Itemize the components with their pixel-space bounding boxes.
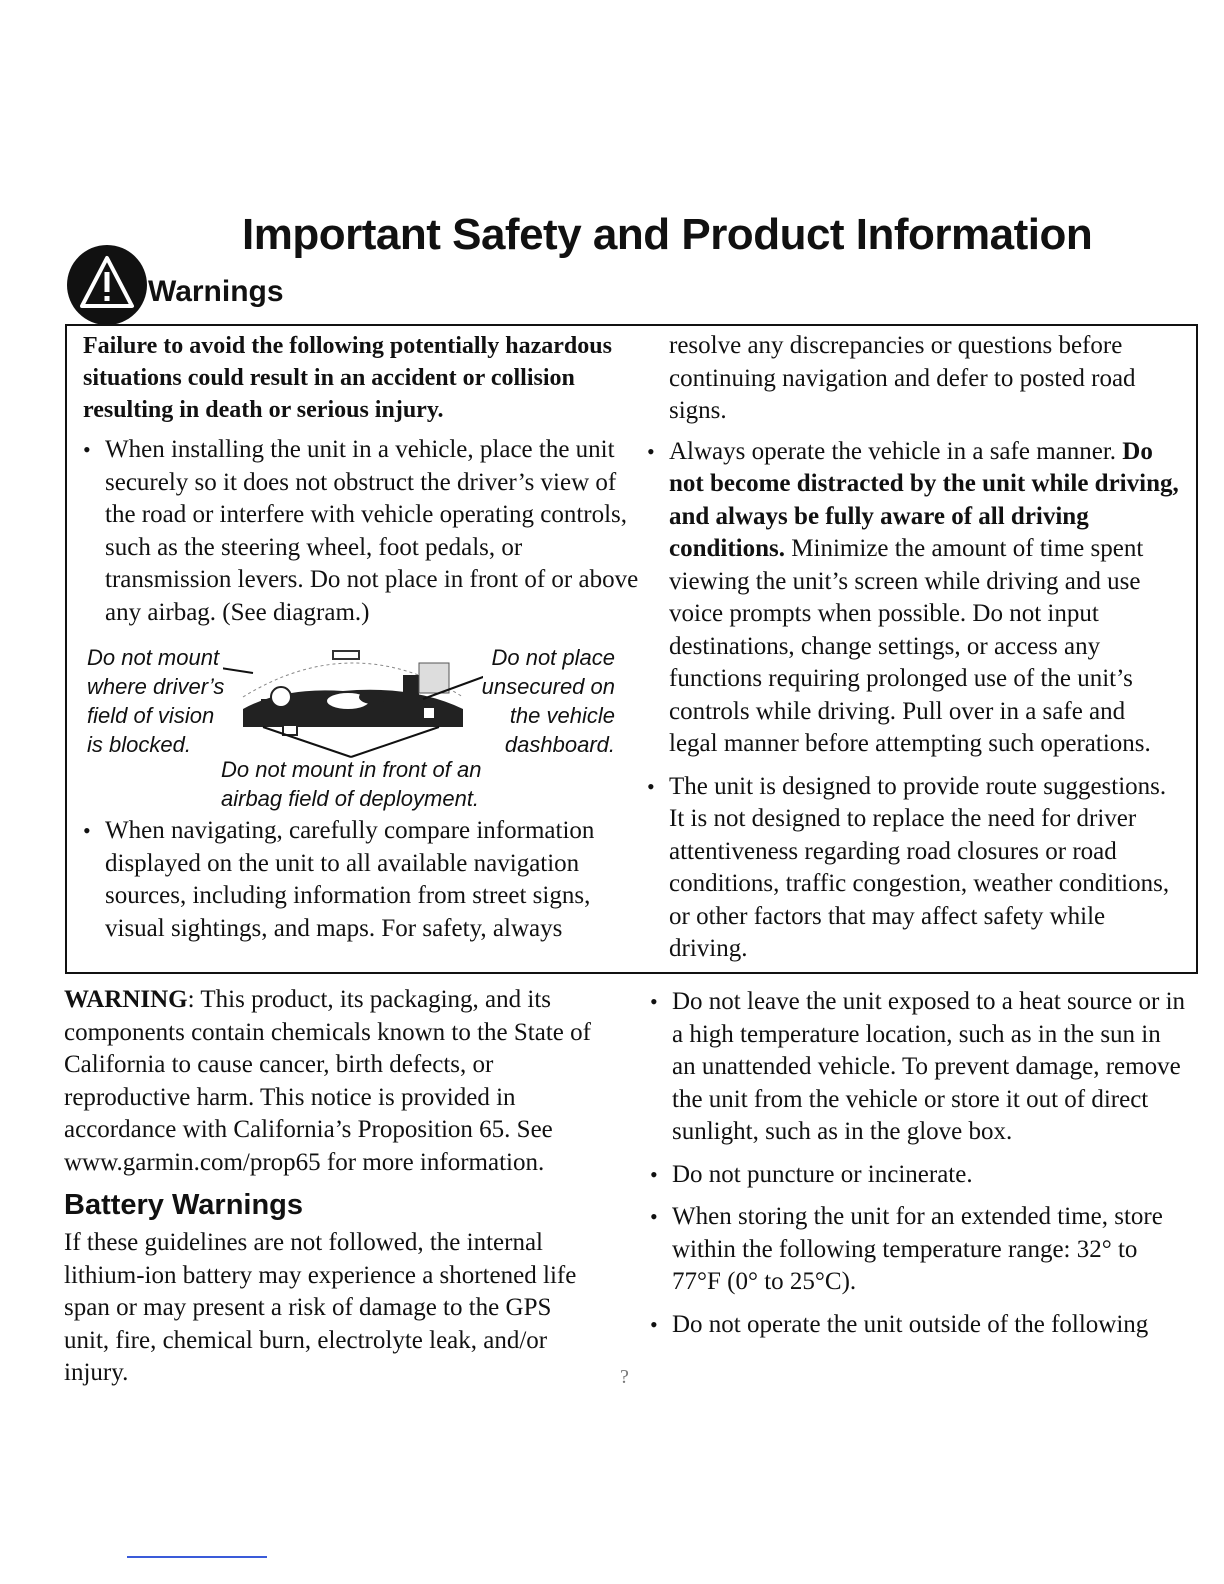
bullet-intro: Always operate the vehicle in a safe manner.: [669, 437, 1117, 465]
airbag-diagram: [83, 639, 628, 809]
list-item: • Do not operate the unit outside of the following: [650, 1309, 1190, 1342]
list-item: • When storing the unit for an extended time, store within the following temperature range: 32° to 77°F (0° to 25°C).: [650, 1201, 1190, 1299]
warning-continuation: resolve any discrepancies or questions before continuing navigation and defer to posted road signs.: [669, 332, 1136, 424]
warning-left-column: [83, 330, 643, 955]
warning-right-list: [647, 436, 1179, 966]
warning-lead: Failure to avoid the following potentially hazardous situations could result in an accident or collision resulting in death or serious injury.: [83, 333, 612, 423]
lower-right-column: [650, 986, 1190, 1351]
battery-bullets: [650, 986, 1190, 1341]
warning-left-list: [83, 434, 643, 629]
battery-warnings-text: If these guidelines are not followed, the internal lithium-ion battery may experience a shortened life span or may present a risk of damage to the GPS unit, fire, chemical burn, electrolyte leak, and/or injury.: [64, 1229, 577, 1386]
warning-left-list-2: [83, 815, 643, 945]
bottom-rule: [127, 1556, 267, 1558]
battery-warnings-heading: Battery Warnings: [64, 1189, 304, 1221]
warning-right-column: [647, 330, 1179, 976]
list-item: • When installing the unit in a vehicle, place the unit securely so it does not obstruct the driver’s view of the road or interfere with vehicle operating controls, such as the steering wheel, foot pedals, or transmission levers. Do not place in front of or above any airbag. (See diagram.): [83, 434, 643, 629]
list-item: • When navigating, carefully compare information displayed on the unit to all available navigation sources, including information from street signs, visual sightings, and maps. For safety, always: [83, 815, 643, 945]
page-number: ?: [620, 1366, 629, 1388]
list-item: • Do not leave the unit exposed to a heat source or in a high temperature location, such as in the sun in an unattended vehicle. To prevent damage, remove the unit from the vehicle or store it out of direct sunlight, such as in the glove box.: [650, 986, 1190, 1149]
prop65-text: : This product, its packaging, and its components contain chemicals known to the State of California to cause cancer, birth defects, or reproductive harm. This notice is provided in accordance with California’s Proposition 65. See www.garmin.com/prop65 for more information.: [64, 986, 591, 1176]
diagram-caption-bottom: Do not mount in front of an airbag field of deployment.: [221, 757, 482, 811]
warnings-heading: Warnings: [148, 275, 284, 308]
diagram-caption-left: Do not mount where driver’s field of vision is blocked.: [87, 645, 225, 757]
lower-left-column: [64, 984, 596, 1398]
page-title: Important Safety and Product Information: [242, 210, 1093, 259]
dashboard-illustration: [223, 639, 483, 759]
prop65-warning: [64, 984, 596, 1179]
list-item: [647, 436, 1179, 761]
bullet-rest: Minimize the amount of time spent viewing the unit’s screen while driving and use voice prompts when possible. Do not input destinations, change settings, or access any functions requiring prolonged use of the unit’s controls while driving. Pull over in a safe and legal manner before attempting such operations.: [669, 535, 1151, 757]
warning-triangle-icon: [66, 244, 148, 326]
list-item: • The unit is designed to provide route suggestions. It is not designed to replace the need for driver attentiveness regarding road closures or road conditions, traffic congestion, weather conditions, or other factors that may affect safety while driving.: [647, 771, 1179, 966]
bullet-bold-warning: Do not become distracted by the unit while driving, and always be fully aware of all driving conditions.: [669, 437, 1179, 562]
list-item: • Do not puncture or incinerate.: [650, 1159, 1190, 1192]
warning-box: [65, 324, 1198, 974]
prop65-label: WARNING: [64, 986, 188, 1013]
diagram-caption-right: Do not place unsecured on the vehicle dashboard.: [481, 645, 615, 757]
